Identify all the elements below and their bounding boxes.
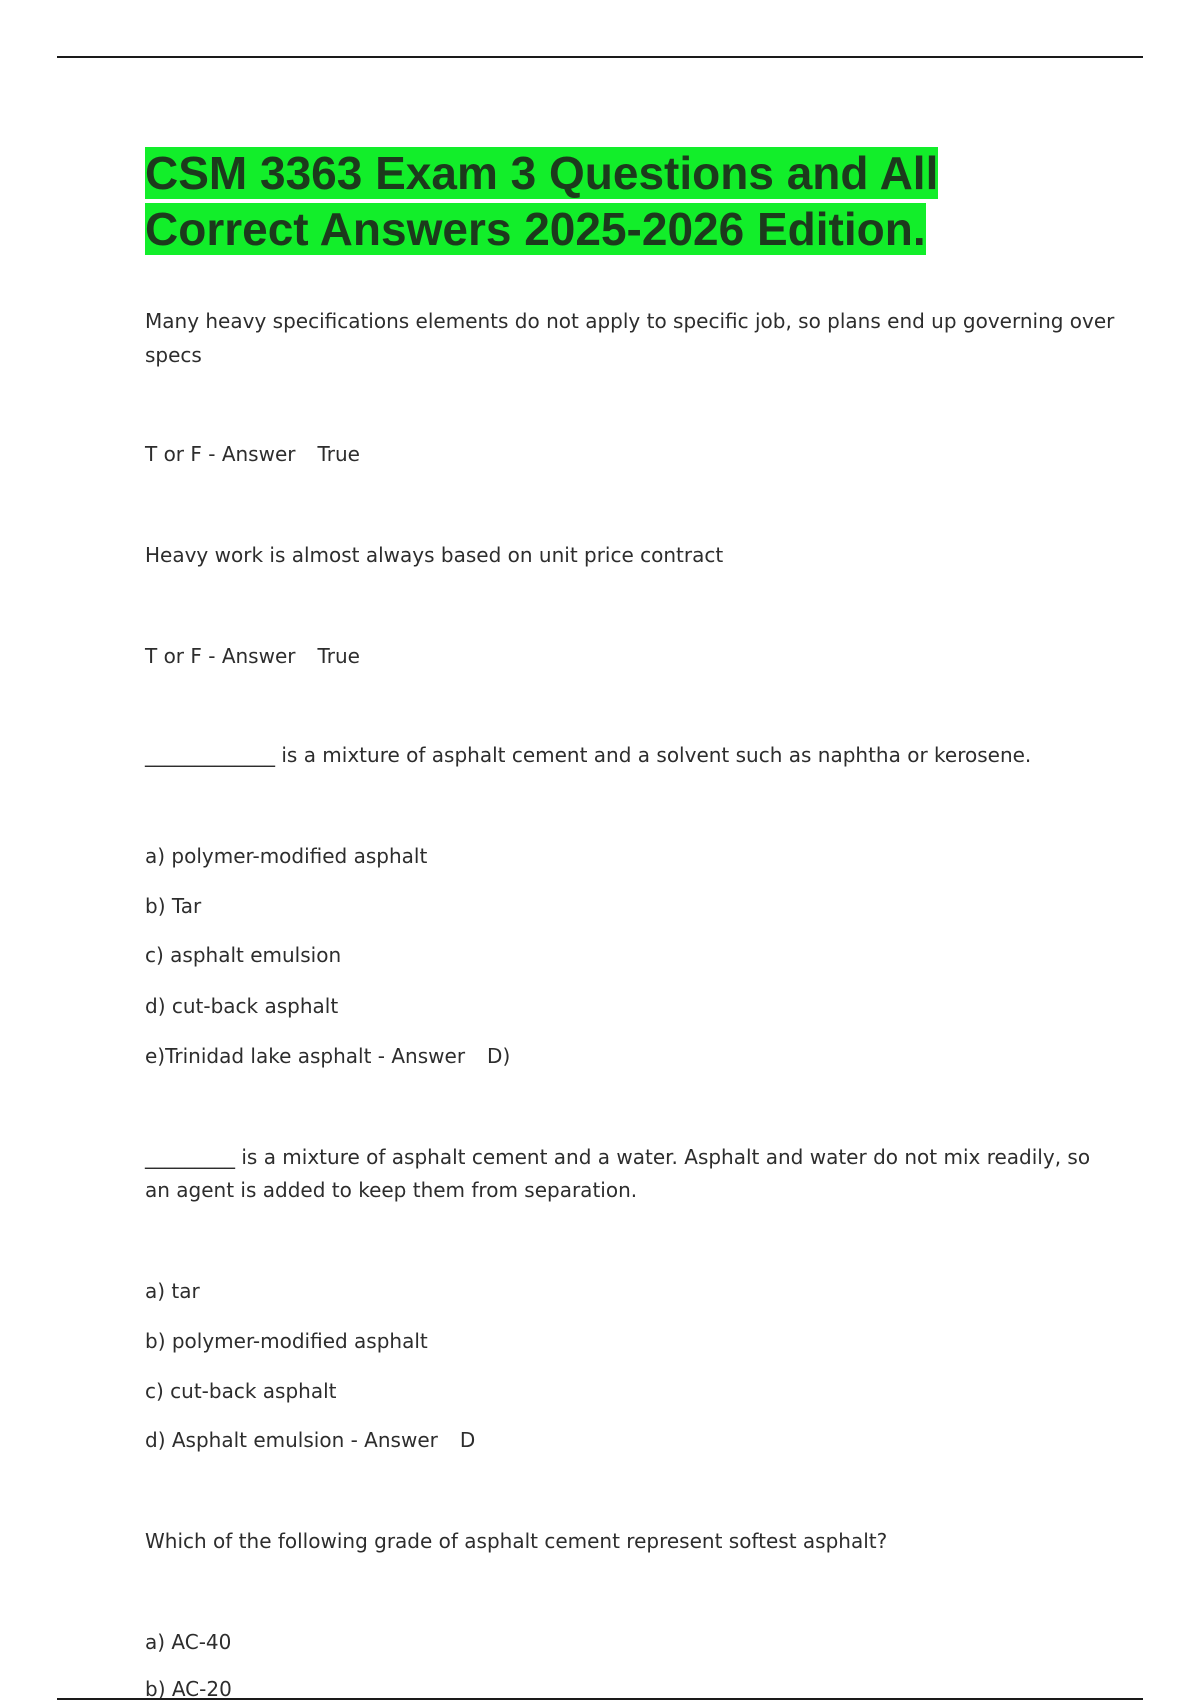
question-1-line-2: specs xyxy=(145,343,202,367)
answer-value: D) xyxy=(487,1044,511,1068)
header-rule xyxy=(57,56,1143,58)
question-5-option-a: a) AC-40 xyxy=(145,1630,232,1654)
question-2-answer xyxy=(145,639,360,673)
document-title xyxy=(145,145,938,257)
question-1-line-1: Many heavy specifications elements do not apply to specific job, so plans end up governing over xyxy=(145,309,1115,333)
question-4-line-1: _________ is a mixture of asphalt cement and a water. Asphalt and water do not mix readily, so xyxy=(145,1145,1091,1169)
question-3-option-c: c) asphalt emulsion xyxy=(145,943,342,967)
question-5-text: Which of the following grade of asphalt cement represent softest asphalt? xyxy=(145,1529,888,1553)
question-4-line-2: an agent is added to keep them from separation. xyxy=(145,1178,638,1202)
question-4-option-a: a) tar xyxy=(145,1279,200,1303)
question-3-option-d: d) cut-back asphalt xyxy=(145,994,339,1018)
title-line-2: Correct Answers 2025-2026 Edition. xyxy=(145,203,926,255)
question-4-option-b: b) polymer-modified asphalt xyxy=(145,1329,428,1353)
question-3-text: _____________ is a mixture of asphalt cement and a solvent such as naphtha or kerosene. xyxy=(145,743,1032,767)
question-1-answer xyxy=(145,437,360,471)
question-5-option-b: b) AC-20 xyxy=(145,1677,232,1701)
title-line-1: CSM 3363 Exam 3 Questions and All xyxy=(145,147,939,199)
answer-value: D xyxy=(459,1428,476,1452)
question-4-option-c: c) cut-back asphalt xyxy=(145,1379,337,1403)
question-4-option-d: d) Asphalt emulsion - Answer D xyxy=(145,1428,476,1452)
answer-value: True xyxy=(317,442,360,466)
answer-prefix: T or F - Answer xyxy=(145,442,296,466)
question-2-text: Heavy work is almost always based on unit price contract xyxy=(145,543,724,567)
question-3-option-b: b) Tar xyxy=(145,894,202,918)
question-3-option-a: a) polymer-modified asphalt xyxy=(145,844,428,868)
answer-value: True xyxy=(317,644,360,668)
question-3-option-e: e)Trinidad lake asphalt - Answer D) xyxy=(145,1044,511,1068)
answer-prefix: T or F - Answer xyxy=(145,644,296,668)
